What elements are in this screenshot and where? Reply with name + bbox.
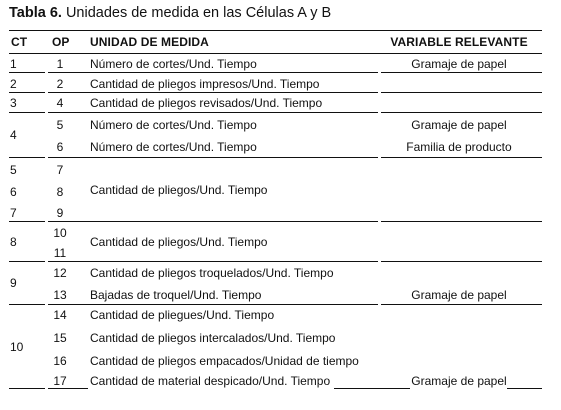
ct-cell: 9	[10, 276, 17, 290]
ct-cell: 6	[10, 185, 17, 199]
variable-cell: Gramaje de papel	[411, 118, 507, 132]
group-separator	[9, 261, 45, 262]
group-separator	[9, 221, 45, 222]
ct-cell: 4	[10, 128, 17, 142]
unidad-cell: Cantidad de pliegos troquelados/Und. Tiempo	[90, 266, 334, 280]
header-ct: CT	[11, 35, 28, 49]
unidad-cell: Cantidad de pliegos/Und. Tiempo	[90, 235, 268, 249]
op-cell: 15	[53, 331, 67, 345]
header-op: OP	[52, 35, 70, 49]
header-top-rule	[9, 30, 542, 31]
op-cell: 14	[53, 308, 67, 322]
ct-cell: 10	[10, 340, 24, 354]
op-cell: 10	[53, 226, 67, 240]
header-unidad-de-medida: UNIDAD DE MEDIDA	[90, 35, 209, 49]
group-separator	[334, 388, 410, 389]
table-caption	[9, 5, 331, 21]
variable-cell: Familia de producto	[406, 140, 512, 154]
op-cell: 1	[56, 57, 64, 71]
group-separator	[381, 157, 542, 158]
op-cell: 13	[53, 288, 67, 302]
op-cell: 2	[56, 77, 64, 91]
group-separator	[48, 304, 378, 305]
group-separator	[48, 112, 378, 113]
group-separator	[9, 72, 45, 73]
unidad-cell: Número de cortes/Und. Tiempo	[90, 140, 257, 154]
group-separator	[48, 72, 378, 73]
unidad-cell: Número de cortes/Und. Tiempo	[90, 57, 257, 71]
group-separator	[48, 388, 88, 389]
ct-cell: 7	[10, 206, 17, 220]
ct-cell: 5	[10, 163, 17, 177]
group-separator	[9, 388, 45, 389]
unidad-cell: Cantidad de pliegues/Und. Tiempo	[90, 308, 275, 322]
ct-cell: 8	[10, 235, 17, 249]
op-cell: 6	[56, 140, 64, 154]
unidad-cell: Cantidad de pliegos impresos/Und. Tiempo	[90, 77, 320, 91]
op-cell: 4	[56, 96, 64, 110]
variable-cell: Gramaje de papel	[411, 374, 507, 388]
group-separator	[48, 261, 378, 262]
group-separator	[507, 388, 542, 389]
unidad-cell: Cantidad de pliegos revisados/Und. Tiempo	[90, 96, 323, 110]
group-separator	[381, 72, 542, 73]
group-separator	[48, 92, 378, 93]
ct-cell: 3	[10, 96, 17, 110]
unidad-cell: Bajadas de troquel/Und. Tiempo	[90, 288, 262, 302]
unidad-cell: Número de cortes/Und. Tiempo	[90, 118, 257, 132]
table-caption-text: Unidades de medida en las Células A y B	[61, 5, 332, 21]
unidad-cell: Cantidad de pliegos/Und. Tiempo	[90, 183, 268, 197]
group-separator	[9, 304, 45, 305]
group-separator	[9, 157, 45, 158]
group-separator	[48, 221, 378, 222]
op-cell: 12	[53, 266, 67, 280]
group-separator	[381, 261, 542, 262]
op-cell: 7	[56, 163, 64, 177]
op-cell: 8	[56, 185, 64, 199]
variable-cell: Gramaje de papel	[411, 57, 507, 71]
unidad-cell: Cantidad de pliegos empacados/Unidad de tiempo	[90, 354, 359, 368]
unidad-cell: Cantidad de pliegos intercalados/Und. Tiempo	[90, 331, 336, 345]
op-cell: 5	[56, 118, 64, 132]
group-separator	[381, 304, 542, 305]
header-variable-relevante: VARIABLE RELEVANTE	[390, 35, 528, 49]
group-separator	[381, 92, 542, 93]
op-cell: 16	[53, 354, 67, 368]
header-bottom-rule	[9, 53, 542, 54]
op-cell: 17	[53, 374, 67, 388]
unidad-cell: Cantidad de material despicado/Und. Tiempo	[90, 374, 331, 388]
ct-cell: 1	[10, 57, 17, 71]
table-caption-label: Tabla 6.	[9, 5, 62, 21]
group-separator	[9, 112, 45, 113]
group-separator	[381, 221, 542, 222]
ct-cell: 2	[10, 77, 17, 91]
group-separator	[48, 157, 378, 158]
group-separator	[381, 112, 542, 113]
variable-cell: Gramaje de papel	[411, 288, 507, 302]
op-cell: 9	[56, 206, 64, 220]
group-separator	[9, 92, 45, 93]
op-cell: 11	[53, 246, 67, 260]
